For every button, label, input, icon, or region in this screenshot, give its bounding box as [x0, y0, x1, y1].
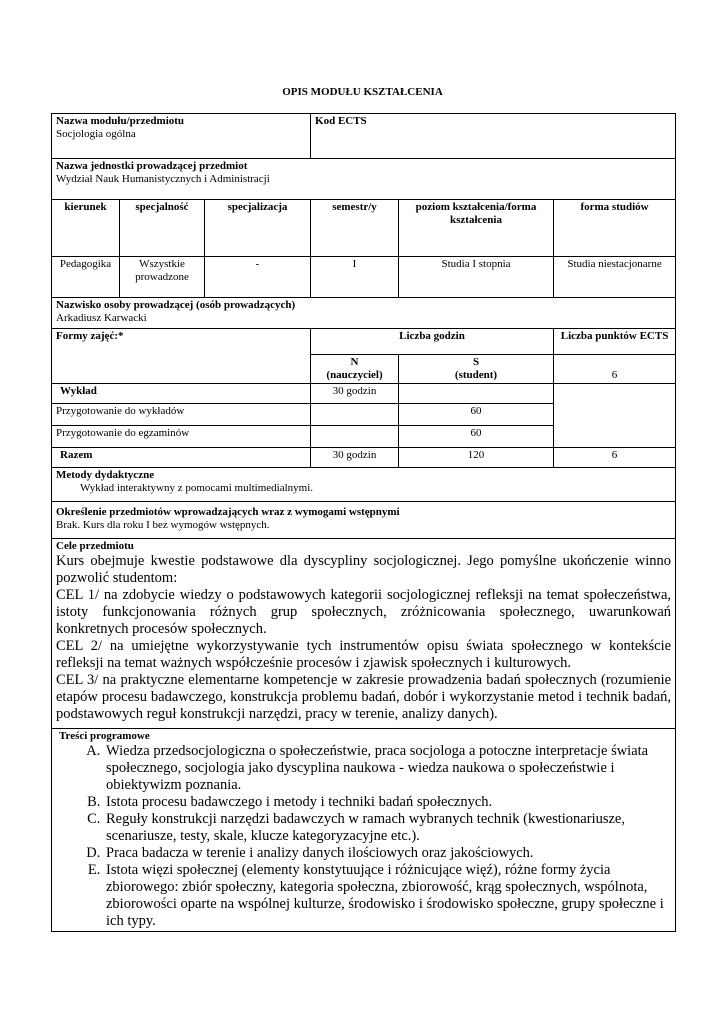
total-row: [52, 448, 676, 468]
s-header: [399, 355, 554, 384]
header-semestr: semestr/y: [311, 200, 399, 257]
total-s: 120: [399, 448, 554, 468]
lecturer-cell: [52, 298, 676, 329]
content-list: [56, 743, 671, 930]
total-name: Razem: [52, 448, 311, 468]
n-label: N: [350, 356, 359, 368]
module-description-form: [51, 113, 675, 932]
content-cell: [52, 729, 676, 932]
header-specjalizacja: specjalizacja: [205, 200, 311, 257]
row-name: Przygotowanie do egzaminów: [52, 426, 311, 448]
study-header-row: [52, 200, 676, 257]
ects-code-cell: [311, 114, 676, 159]
methods-cell: [52, 468, 676, 502]
row-n: [311, 426, 399, 448]
n-sublabel: (nauczyciel): [326, 369, 383, 381]
s-label: S: [472, 356, 480, 368]
goals-cell: [52, 539, 676, 729]
goals-intro: Kurs obejmuje kwestie podstawowe dla dyscypliny socjologicznej. Jego pomyślne ukończenie winno pozwolić studentom:: [56, 553, 672, 586]
header-forma-studiow: forma studiów: [554, 200, 676, 257]
value-kierunek: Pedagogika: [52, 257, 120, 298]
module-name-value: Socjologia ogólna: [56, 128, 136, 140]
header-poziom: poziom kształcenia/forma kształcenia: [399, 200, 554, 257]
ects-empty-cell: [554, 384, 676, 448]
goal-3: CEL 3/ na praktyczne elementarne kompetencje w zakresie prowadzenia badań społecznych (rozumienie etapów procesu badawczego, konstrukcja problemu badań, dobór i wykorzystanie metod i technik badań, podstawowych reguł konstrukcji narzędzi, pracy w terenie, analizy danych).: [56, 672, 672, 722]
row-name: Wykład: [52, 384, 311, 404]
unit-label: Nazwa jednostki prowadzącej przedmiot: [56, 160, 248, 172]
row-n: 30 godzin: [311, 384, 399, 404]
list-item: D. Praca badacza w terenie i analizy danych ilościowych oraz jakościowych.: [104, 845, 671, 862]
value-forma-studiow: Studia niestacjonarne: [554, 257, 676, 298]
prereq-label: Określenie przedmiotów wprowadzających wraz z wymogami wstępnymi: [56, 506, 400, 518]
lecturer-label: Nazwisko osoby prowadzącej (osób prowadzących): [56, 299, 296, 311]
goals-label: Cele przedmiotu: [56, 540, 134, 552]
row-n: [311, 404, 399, 426]
goal-2: CEL 2/ na umiejętne wykorzystywanie tych instrumentów opisu świata społecznego w kontekście refleksji na temat ważnych współcześnie procesów i zjawisk społecznych i kulturowych.: [56, 638, 672, 671]
methods-label: Metody dydaktyczne: [56, 469, 155, 481]
header-specjalnosc: specjalność: [120, 200, 205, 257]
row-s: [399, 384, 554, 404]
row-s: 60: [399, 404, 554, 426]
row-name: Przygotowanie do wykładów: [52, 404, 311, 426]
unit-cell: [52, 159, 676, 200]
list-item: E. Istota więzi społecznej (elementy konstytuujące i różnicujące więź), różne formy życia zbiorowego: zbiór społeczny, kategoria społeczna, zbiorowość, krąg społecznych, wspólnota, zbiorowości oparte na wspólnej kulturze, środowisko i środowisko społeczne, grupy społeczne i ich typy.: [104, 862, 671, 930]
total-ects: 6: [554, 448, 676, 468]
s-sublabel: (student): [454, 369, 498, 381]
ects-points-label: Liczba punktów ECTS: [554, 329, 676, 355]
methods-value: Wykład interaktywny z pomocami multimedialnymi.: [80, 482, 314, 494]
lecturer-value: Arkadiusz Karwacki: [56, 312, 147, 324]
value-semestr: I: [311, 257, 399, 298]
total-n: 30 godzin: [311, 448, 399, 468]
unit-value: Wydział Nauk Humanistycznych i Administracji: [56, 173, 270, 185]
row-s: 60: [399, 426, 554, 448]
forms-label: Formy zajęć:*: [52, 329, 311, 384]
content-label: Treści programowe: [59, 730, 150, 742]
module-name-label: Nazwa modułu/przedmiotu: [56, 115, 185, 127]
header-kierunek: kierunek: [52, 200, 120, 257]
value-specjalizacja: -: [205, 257, 311, 298]
list-item: C. Reguły konstrukcji narzędzi badawczych w ramach wybranych technik (kwestionariusze, scenariusze, testy, skale, klucze kategoryzacyjne etc.).: [104, 811, 671, 845]
ects-value: 6: [554, 355, 676, 384]
value-poziom: Studia I stopnia: [399, 257, 554, 298]
study-values-row: [52, 257, 676, 298]
prereq-cell: [52, 502, 676, 539]
prereq-value: Brak. Kurs dla roku I bez wymogów wstępnych.: [56, 519, 270, 531]
table-row: [52, 384, 676, 404]
n-header: [311, 355, 399, 384]
list-item: B. Istota procesu badawczego i metody i techniki badań społecznych.: [104, 794, 671, 811]
value-specjalnosc: Wszystkie prowadzone: [120, 257, 205, 298]
hours-label: Liczba godzin: [311, 329, 554, 355]
module-name-cell: [52, 114, 311, 159]
list-item: A. Wiedza przedsocjologiczna o społeczeństwie, praca socjologa a potoczne interpretacje świata społecznego, socjologia jako dyscyplina naukowa - wiedza naukowa o społeczeństwie i obiektywizm poznania.: [104, 743, 671, 794]
goal-1: CEL 1/ na zdobycie wiedzy o podstawowych kategorii socjologicznej refleksji na temat społeczeństwa, istoty funkcjonowania różnych grup społecznych, zróżnicowania społecznego, uwarunkowań konkretnych procesów społecznych.: [56, 587, 672, 637]
document-title: OPIS MODUŁU KSZTAŁCENIA: [282, 86, 443, 98]
ects-code-label: Kod ECTS: [315, 115, 367, 127]
